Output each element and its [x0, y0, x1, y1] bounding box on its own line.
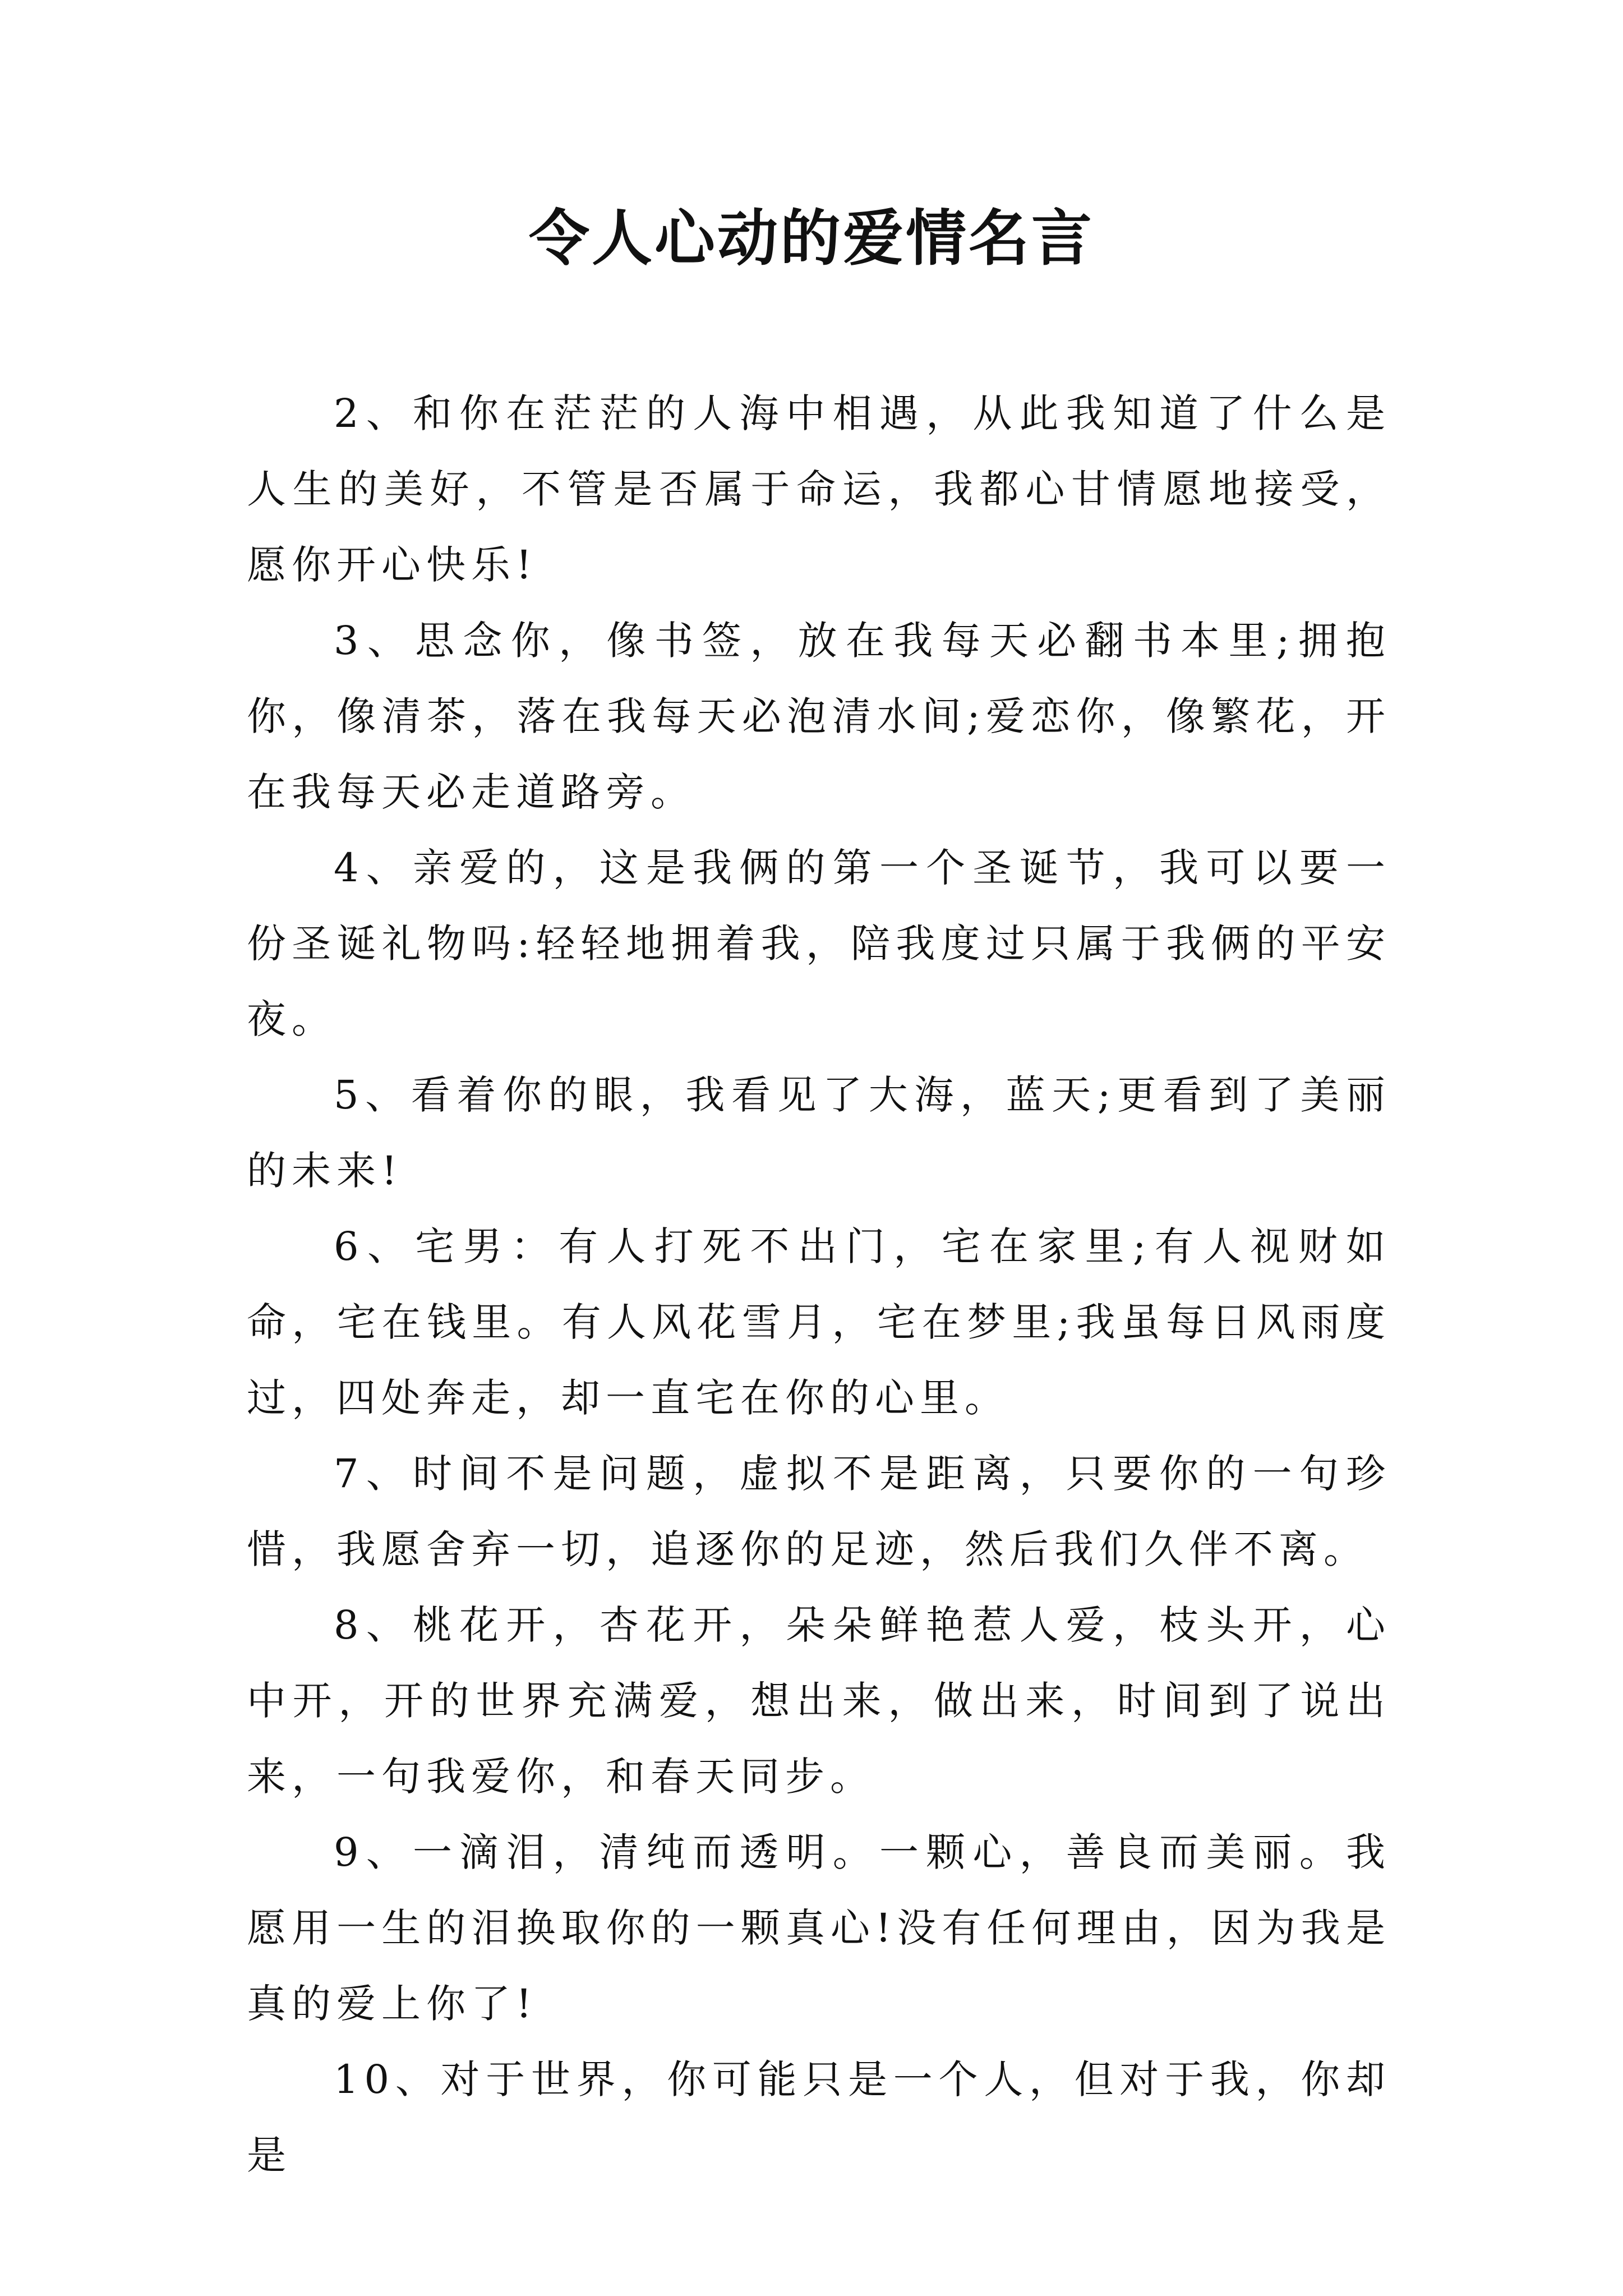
- quote-paragraph-2: 2、和你在茫茫的人海中相遇，从此我知道了什么是人生的美好，不管是否属于命运，我都心甘情愿地接受，愿你开心快乐!: [247, 390, 1391, 588]
- quote-paragraph-8: 8、桃花开，杏花开，朵朵鲜艳惹人爱，枝头开，心中开，开的世界充满爱，想出来，做出来，时间到了说出来，一句我爱你，和春天同步。: [247, 1602, 1391, 1800]
- quote-paragraph-4: 4、亲爱的，这是我俩的第一个圣诞节，我可以要一份圣诞礼物吗:轻轻地拥着我，陪我度过只属于我俩的平安夜。: [247, 845, 1391, 1042]
- quote-paragraph-3: 3、思念你，像书签，放在我每天必翻书本里;拥抱你，像清茶，落在我每天必泡清水间;爱恋你，像繁花，开在我每天必走道路旁。: [247, 618, 1391, 815]
- quote-paragraph-7: 7、时间不是问题，虚拟不是距离，只要你的一句珍惜，我愿舍弃一切，追逐你的足迹，然后我们久伴不离。: [247, 1451, 1391, 1572]
- document-body: [247, 376, 1391, 2193]
- quote-paragraph-5: 5、看着你的眼，我看见了大海，蓝天;更看到了美丽的未来!: [247, 1072, 1391, 1194]
- document-title: 令人心动的爱情名言: [528, 203, 1094, 274]
- quote-paragraph-6: 6、宅男：有人打死不出门，宅在家里;有人视财如命，宅在钱里。有人风花雪月，宅在梦里;我虽每日风雨度过，四处奔走，却一直宅在你的心里。: [247, 1223, 1391, 1421]
- quote-paragraph-9: 9、一滴泪，清纯而透明。一颗心，善良而美丽。我愿用一生的泪换取你的一颗真心!没有任何理由，因为我是真的爱上你了!: [247, 1829, 1391, 2027]
- quote-paragraph-10: 10、对于世界，你可能只是一个人，但对于我，你却是: [247, 2056, 1391, 2178]
